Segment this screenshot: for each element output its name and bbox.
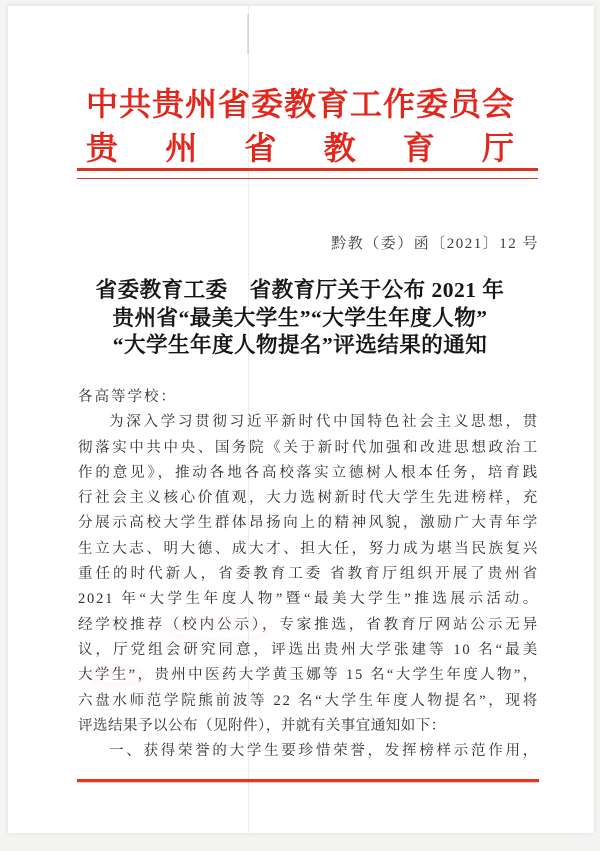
notice-title-line-3: “大学生年度人物提名”评选结果的通知 <box>112 333 488 357</box>
body-line: 行社会主义核心价值观，大力选树新时代大学生先进榜样，充 <box>78 490 539 507</box>
header-org-line-2: 贵州省教育厅 <box>86 130 514 166</box>
body-line: 经学校推荐（校内公示），专家推选，省教育厅网站公示无异 <box>78 616 539 633</box>
body-line: 议，厅党组会研究同意，评选出贵州大学张建等 10 名“最美 <box>78 641 539 658</box>
red-double-separator <box>77 168 538 179</box>
body-line: 分展示高校大学生群体昂扬向上的精神风貌，激励广大青年学 <box>78 515 539 532</box>
body-line: 六盘水师范学院熊前波等 22 名“大学生年度人物提名”，现将 <box>78 692 539 709</box>
body-line: 2021 年“大学生年度人物”暨“最美大学生”推选展示活动。 <box>78 591 539 608</box>
document-number: 黔教（委）函〔2021〕12 号 <box>331 236 539 252</box>
body-line: 为深入学习贯彻习近平新时代中国特色社会主义思想，贯 <box>109 414 539 431</box>
notice-body <box>78 385 539 764</box>
body-line: 大学生”，贵州中医药大学黄玉娜等 15 名“大学生年度人物”， <box>78 667 539 684</box>
red-ink-bleed-artifact <box>168 618 268 642</box>
notice-title <box>40 277 560 360</box>
notice-title-line-2: 贵州省“最美大学生”“大学生年度人物” <box>112 305 488 330</box>
header-org-line-1: 中共贵州省委教育工作委员会 <box>86 86 514 122</box>
body-line: 重任的时代新人，省委教育工委 省教育厅组织开展了贵州省 <box>78 566 539 583</box>
body-line: 评选结果予以公布（见附件），并就有关事宜通知如下： <box>78 717 446 734</box>
body-line: 彻落实中共中央、国务院《关于新时代加强和改进思想政治工 <box>78 439 539 456</box>
salutation: 各高等学校： <box>78 389 177 405</box>
scan-crease-mark <box>247 14 249 54</box>
body-line: 作的意见》，推动各地各高校落实立德树人根本任务，培育践 <box>78 464 539 481</box>
body-line: 一、获得荣誉的大学生要珍惜荣誉，发挥榜样示范作用， <box>109 743 539 760</box>
body-line: 生立大志、明大德、成大才、担大任，努力成为堪当民族复兴 <box>78 540 539 557</box>
bottom-red-rule <box>77 779 539 782</box>
red-ink-bleed-artifact <box>86 666 144 686</box>
notice-title-line-1: 省委教育工委 省教育厅关于公布 2021 年 <box>95 278 505 302</box>
